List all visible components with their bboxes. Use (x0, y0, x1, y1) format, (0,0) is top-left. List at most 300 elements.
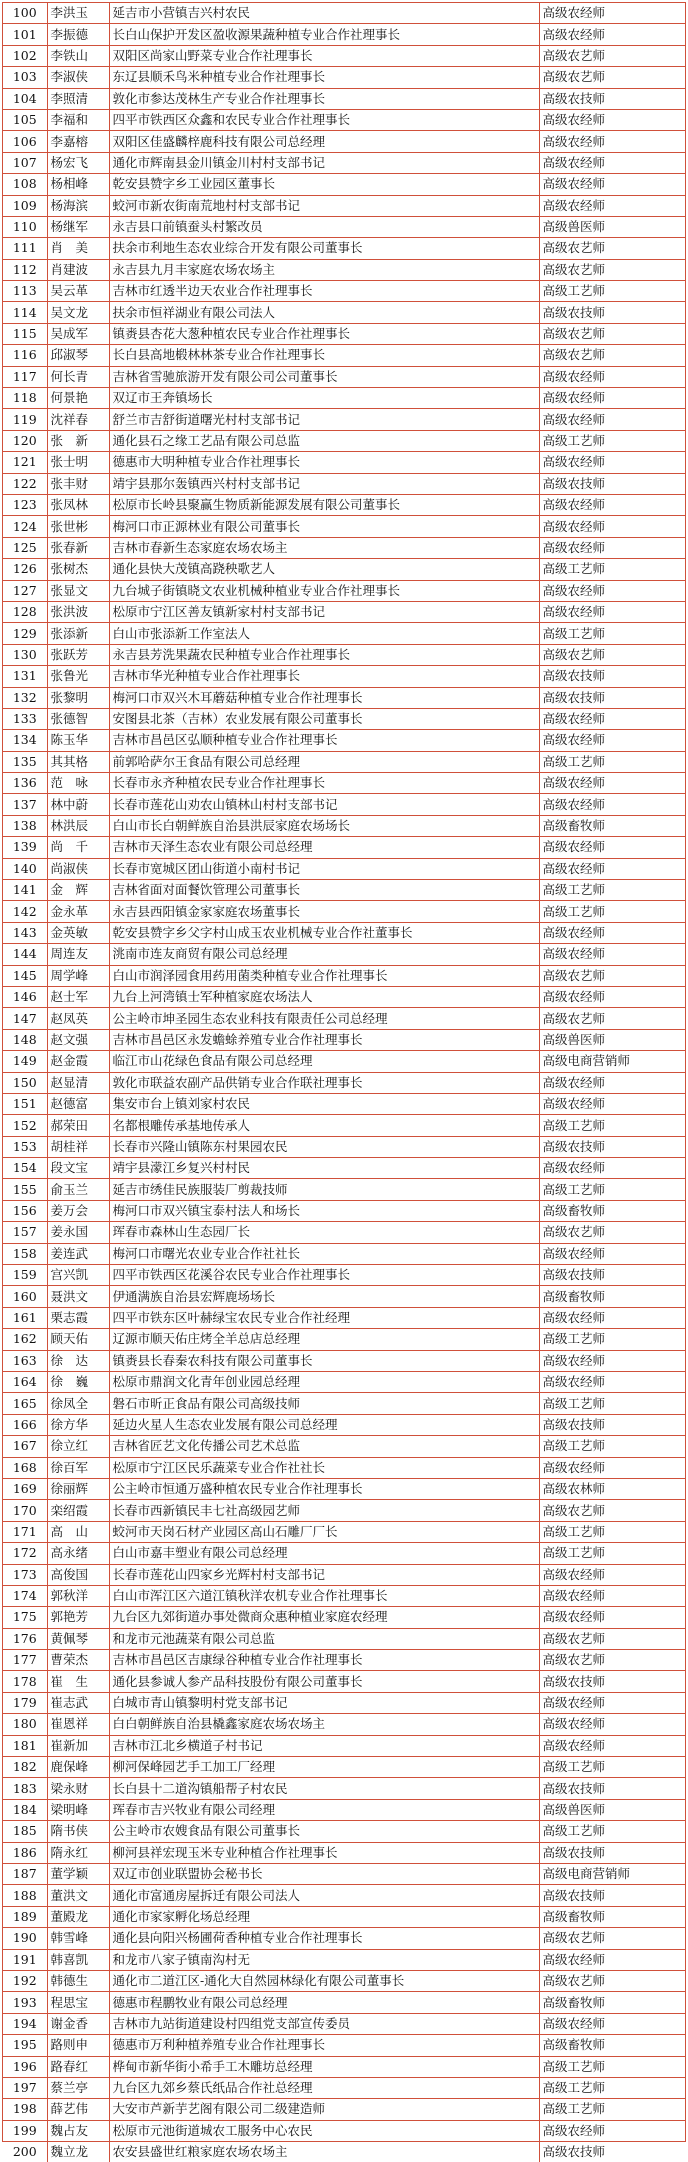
professional-title: 高级农经师 (539, 195, 685, 216)
professional-title: 高级工艺师 (539, 751, 685, 772)
person-name: 金 辉 (47, 880, 109, 901)
professional-title: 高级农艺师 (539, 1008, 685, 1029)
professional-title: 高级畜牧师 (539, 815, 685, 836)
work-unit: 长白山保护开发区盈收源果蔬种植专业合作社理事长 (109, 24, 539, 45)
professional-title: 高级农艺师 (539, 1970, 685, 1991)
person-name: 黄佩琴 (47, 1628, 109, 1649)
work-unit: 双阳区佳盛麟梓鹿科技有限公司总经理 (109, 131, 539, 152)
professional-title: 高级工艺师 (539, 623, 685, 644)
row-number: 195 (3, 2035, 47, 2056)
professional-title: 高级农经师 (539, 773, 685, 794)
work-unit: 吉林省雪驰旅游开发有限公司公司董事长 (109, 366, 539, 387)
work-unit: 永吉县九月丰家庭农场农场主 (109, 259, 539, 280)
professional-title: 高级农经师 (539, 580, 685, 601)
professional-title: 高级农经师 (539, 922, 685, 943)
person-name: 顾天佑 (47, 1329, 109, 1350)
table-row (3, 880, 685, 901)
row-number: 149 (3, 1051, 47, 1072)
professional-title: 高级农经师 (539, 730, 685, 751)
work-unit: 扶余市利地生态农业综合开发有限公司董事长 (109, 238, 539, 259)
person-name: 金永革 (47, 901, 109, 922)
table-row (3, 216, 685, 237)
person-name: 沈祥春 (47, 409, 109, 430)
work-unit: 珲春市吉兴牧业有限公司经理 (109, 1799, 539, 1820)
professional-title: 高级农经师 (539, 858, 685, 879)
row-number: 175 (3, 1607, 47, 1628)
work-unit: 靖宇县濛江乡复兴村村民 (109, 1158, 539, 1179)
person-name: 杨继军 (47, 216, 109, 237)
row-number: 158 (3, 1243, 47, 1264)
professional-title: 高级农艺师 (539, 259, 685, 280)
work-unit: 梅河口市双兴镇宝泰村法人和场长 (109, 1200, 539, 1221)
row-number: 133 (3, 708, 47, 729)
professional-title: 高级农经师 (539, 2013, 685, 2034)
person-name: 李照清 (47, 88, 109, 109)
table-row (3, 901, 685, 922)
table-row (3, 1286, 685, 1307)
professional-title: 高级农艺师 (539, 238, 685, 259)
professional-title: 高级工艺师 (539, 2077, 685, 2098)
professional-title: 高级农经师 (539, 708, 685, 729)
row-number: 125 (3, 537, 47, 558)
table-row (3, 751, 685, 772)
professional-title: 高级农经师 (539, 1714, 685, 1735)
work-unit: 长春市永齐种植农民专业合作社理事长 (109, 773, 539, 794)
table-row (3, 965, 685, 986)
person-name: 金英敏 (47, 922, 109, 943)
row-number: 171 (3, 1521, 47, 1542)
person-name: 张 新 (47, 430, 109, 451)
person-name: 栾绍霞 (47, 1500, 109, 1521)
professional-title: 高级农经师 (539, 837, 685, 858)
row-number: 153 (3, 1136, 47, 1157)
table-row (3, 837, 685, 858)
row-number: 191 (3, 1949, 47, 1970)
person-name: 梁明峰 (47, 1799, 109, 1820)
table-row (3, 281, 685, 302)
table-row (3, 131, 685, 152)
person-name: 赵文强 (47, 1029, 109, 1050)
table-row (3, 1436, 685, 1457)
person-name: 魏占友 (47, 2120, 109, 2141)
professional-title: 高级农经师 (539, 944, 685, 965)
person-name: 吴云革 (47, 281, 109, 302)
row-number: 177 (3, 1650, 47, 1671)
table-row (3, 345, 685, 366)
person-name: 吴文龙 (47, 302, 109, 323)
table-row (3, 794, 685, 815)
person-name: 徐 达 (47, 1350, 109, 1371)
row-number: 106 (3, 131, 47, 152)
table-row (3, 2120, 685, 2141)
professional-title: 高级农经师 (539, 109, 685, 130)
work-unit: 柳河保峰园艺手工加工厂经理 (109, 1757, 539, 1778)
table-row (3, 858, 685, 879)
professional-title: 高级工艺师 (539, 559, 685, 580)
work-unit: 公主岭市恒通万盛种植农民专业合作社理事长 (109, 1478, 539, 1499)
work-unit: 通化市二道江区-通化大自然园林绿化有限公司董事长 (109, 1970, 539, 1991)
work-unit: 延吉市小营镇吉兴村农民 (109, 3, 539, 24)
person-name: 蔡兰亭 (47, 2077, 109, 2098)
row-number: 140 (3, 858, 47, 879)
person-name: 姜永国 (47, 1222, 109, 1243)
work-unit: 农安县盛世红粮家庭农场农场主 (109, 2142, 539, 2162)
professional-title: 高级农艺师 (539, 345, 685, 366)
table-row (3, 1564, 685, 1585)
person-name: 高永绪 (47, 1543, 109, 1564)
professional-title: 高级农技师 (539, 1265, 685, 1286)
work-unit: 德惠市大明种植专业合作社理事长 (109, 452, 539, 473)
person-name: 张显文 (47, 580, 109, 601)
work-unit: 吉林市红透半边天农业合作社理事长 (109, 281, 539, 302)
professional-title: 高级农技师 (539, 473, 685, 494)
work-unit: 长春市兴隆山镇陈东村果园农民 (109, 1136, 539, 1157)
work-unit: 磐石市昕正食品有限公司高级技师 (109, 1393, 539, 1414)
work-unit: 吉林省面对面餐饮管理公司董事长 (109, 880, 539, 901)
professional-title: 高级农技师 (539, 1671, 685, 1692)
table-row (3, 259, 685, 280)
professional-title: 高级农技师 (539, 1842, 685, 1863)
table-row (3, 773, 685, 794)
professional-title: 高级农经师 (539, 24, 685, 45)
professional-title: 高级工艺师 (539, 1115, 685, 1136)
person-name: 张跃芳 (47, 644, 109, 665)
work-unit: 九台城子街镇晓文农业机械种植业专业合作社理事长 (109, 580, 539, 601)
work-unit: 梅河口市正源林业有限公司董事长 (109, 516, 539, 537)
professional-title: 高级畜牧师 (539, 1200, 685, 1221)
professional-title: 高级农经师 (539, 1585, 685, 1606)
professional-title: 高级农经师 (539, 1350, 685, 1371)
table-row (3, 1863, 685, 1884)
work-unit: 通化市家家孵化场总经理 (109, 1906, 539, 1927)
table-row (3, 1136, 685, 1157)
work-unit: 白山市润泽园食用药用菌类种植专业合作社理事长 (109, 965, 539, 986)
row-number: 110 (3, 216, 47, 237)
person-name: 张鲁光 (47, 666, 109, 687)
row-number: 134 (3, 730, 47, 751)
professional-title: 高级工艺师 (539, 1179, 685, 1200)
work-unit: 德惠市万利种植养殖专业合作社理事长 (109, 2035, 539, 2056)
work-unit: 通化县参诚人参产品科技股份有限公司董事长 (109, 1671, 539, 1692)
work-unit: 伊通满族自治县宏辉鹿场场长 (109, 1286, 539, 1307)
table-row (3, 1521, 685, 1542)
work-unit: 安图县北茶（吉林）农业发展有限公司董事长 (109, 708, 539, 729)
table-row (3, 3, 685, 24)
table-row (3, 2056, 685, 2077)
table-row (3, 1222, 685, 1243)
row-number: 187 (3, 1863, 47, 1884)
row-number: 189 (3, 1906, 47, 1927)
person-name: 肖建波 (47, 259, 109, 280)
row-number: 162 (3, 1329, 47, 1350)
table-row (3, 601, 685, 622)
row-number: 124 (3, 516, 47, 537)
work-unit: 蛟河市新农街南荒地村村支部书记 (109, 195, 539, 216)
table-row (3, 1051, 685, 1072)
person-name: 李福和 (47, 109, 109, 130)
row-number: 120 (3, 430, 47, 451)
row-number: 104 (3, 88, 47, 109)
person-name: 张丰财 (47, 473, 109, 494)
professional-title: 高级农经师 (539, 1372, 685, 1393)
work-unit: 吉林市昌邑区永发蟾蜍养殖专业合作社理事长 (109, 1029, 539, 1050)
table-row (3, 1072, 685, 1093)
row-number: 197 (3, 2077, 47, 2098)
professional-title: 高级农经师 (539, 2120, 685, 2141)
row-number: 147 (3, 1008, 47, 1029)
work-unit: 乾安县赞字乡工业园区董事长 (109, 174, 539, 195)
work-unit: 梅河口市双兴木耳蘑菇种植专业合作社理事长 (109, 687, 539, 708)
table-row (3, 323, 685, 344)
work-unit: 前郭哈萨尔王食品有限公司总经理 (109, 751, 539, 772)
person-name: 何景艳 (47, 388, 109, 409)
person-name: 薛艺伟 (47, 2099, 109, 2120)
row-number: 126 (3, 559, 47, 580)
table-row (3, 1928, 685, 1949)
professional-title: 高级农经师 (539, 537, 685, 558)
professional-title: 高级农经师 (539, 131, 685, 152)
person-name: 高 山 (47, 1521, 109, 1542)
row-number: 200 (3, 2142, 47, 2162)
professional-title: 高级工艺师 (539, 1821, 685, 1842)
professional-title: 高级农经师 (539, 601, 685, 622)
person-name: 张黎明 (47, 687, 109, 708)
row-number: 190 (3, 1928, 47, 1949)
table-row (3, 174, 685, 195)
professional-title: 高级农技师 (539, 1778, 685, 1799)
person-name: 张世彬 (47, 516, 109, 537)
person-name: 肖 美 (47, 238, 109, 259)
row-number: 173 (3, 1564, 47, 1585)
row-number: 117 (3, 366, 47, 387)
person-name: 张士明 (47, 452, 109, 473)
table-row (3, 1799, 685, 1820)
person-name: 尚淑侠 (47, 858, 109, 879)
professional-title: 高级农林师 (539, 1478, 685, 1499)
work-unit: 长春市西新镇民丰七社高级园艺师 (109, 1500, 539, 1521)
person-name: 周学峰 (47, 965, 109, 986)
row-number: 178 (3, 1671, 47, 1692)
work-unit: 公主岭市农嫂食品有限公司董事长 (109, 1821, 539, 1842)
table-row (3, 708, 685, 729)
row-number: 165 (3, 1393, 47, 1414)
professional-title: 高级工艺师 (539, 430, 685, 451)
row-number: 131 (3, 666, 47, 687)
table-row (3, 152, 685, 173)
person-name: 崔新加 (47, 1735, 109, 1756)
row-number: 135 (3, 751, 47, 772)
work-unit: 和龙市元池蔬菜有限公司总监 (109, 1628, 539, 1649)
work-unit: 洮南市连友商贸有限公司总经理 (109, 944, 539, 965)
professional-title: 高级农经师 (539, 174, 685, 195)
work-unit: 白白朝鲜族自治县橇鑫家庭农场农场主 (109, 1714, 539, 1735)
row-number: 121 (3, 452, 47, 473)
work-unit: 大安市芦新芋艺阁有限公司二级建造师 (109, 2099, 539, 2120)
row-number: 152 (3, 1115, 47, 1136)
person-name: 范 咏 (47, 773, 109, 794)
roster-table (3, 3, 685, 2162)
person-name: 徐百军 (47, 1457, 109, 1478)
table-row (3, 1543, 685, 1564)
row-number: 100 (3, 3, 47, 24)
work-unit: 珲春市森林山生态园厂长 (109, 1222, 539, 1243)
table-row (3, 1179, 685, 1200)
work-unit: 舒兰市吉舒街道曙光村村支部书记 (109, 409, 539, 430)
row-number: 163 (3, 1350, 47, 1371)
row-number: 105 (3, 109, 47, 130)
row-number: 136 (3, 773, 47, 794)
table-row (3, 388, 685, 409)
person-name: 胡桂祥 (47, 1136, 109, 1157)
row-number: 129 (3, 623, 47, 644)
person-name: 邱淑琴 (47, 345, 109, 366)
work-unit: 通化市富通房屋拆迁有限公司法人 (109, 1885, 539, 1906)
work-unit: 松原市鼎润文化青年创业园总经理 (109, 1372, 539, 1393)
work-unit: 松原市宁江区善友镇新家村村支部书记 (109, 601, 539, 622)
table-row (3, 922, 685, 943)
work-unit: 通化县快大茂镇高跷秧歌艺人 (109, 559, 539, 580)
table-row (3, 1906, 685, 1927)
work-unit: 永吉县西阳镇金家家庭农场董事长 (109, 901, 539, 922)
table-row (3, 687, 685, 708)
work-unit: 吉林市九站街道建设村四组党支部宣传委员 (109, 2013, 539, 2034)
person-name: 韩喜凯 (47, 1949, 109, 1970)
row-number: 151 (3, 1093, 47, 1114)
row-number: 176 (3, 1628, 47, 1649)
person-name: 俞玉兰 (47, 1179, 109, 1200)
person-name: 张洪波 (47, 601, 109, 622)
person-name: 郭艳芳 (47, 1607, 109, 1628)
table-row (3, 1735, 685, 1756)
table-row (3, 1692, 685, 1713)
table-row (3, 24, 685, 45)
row-number: 118 (3, 388, 47, 409)
professional-title: 高级农经师 (539, 366, 685, 387)
professional-title: 高级农经师 (539, 152, 685, 173)
table-row (3, 1778, 685, 1799)
person-name: 赵德富 (47, 1093, 109, 1114)
professional-title: 高级农技师 (539, 88, 685, 109)
row-number: 127 (3, 580, 47, 601)
professional-title: 高级农经师 (539, 1735, 685, 1756)
person-name: 李淑侠 (47, 67, 109, 88)
person-name: 杨相峰 (47, 174, 109, 195)
table-row (3, 1372, 685, 1393)
row-number: 194 (3, 2013, 47, 2034)
professional-title: 高级农经师 (539, 3, 685, 24)
row-number: 185 (3, 1821, 47, 1842)
professional-title: 高级农技师 (539, 302, 685, 323)
row-number: 142 (3, 901, 47, 922)
work-unit: 吉林市昌邑区弘顺种植专业合作社理事长 (109, 730, 539, 751)
row-number: 182 (3, 1757, 47, 1778)
person-name: 陈玉华 (47, 730, 109, 751)
work-unit: 吉林市春新生态家庭农场农场主 (109, 537, 539, 558)
professional-title: 高级农技师 (539, 1885, 685, 1906)
person-name: 赵显清 (47, 1072, 109, 1093)
work-unit: 四平市铁西区众鑫和农民专业合作社理事长 (109, 109, 539, 130)
row-number: 168 (3, 1457, 47, 1478)
table-row (3, 1158, 685, 1179)
row-number: 198 (3, 2099, 47, 2120)
professional-title: 高级农艺师 (539, 1650, 685, 1671)
row-number: 188 (3, 1885, 47, 1906)
table-row (3, 1200, 685, 1221)
work-unit: 永吉县芳洗果蔬农民种植专业合作社理事长 (109, 644, 539, 665)
person-name: 徐方华 (47, 1414, 109, 1435)
person-name: 何长青 (47, 366, 109, 387)
work-unit: 松原市宁江区民乐蔬菜专业合作社社长 (109, 1457, 539, 1478)
work-unit: 德惠市程鹏牧业有限公司总经理 (109, 1992, 539, 2013)
table-row (3, 1307, 685, 1328)
work-unit: 桦甸市新华街小希手工木雕坊总经理 (109, 2056, 539, 2077)
person-name: 郭秋洋 (47, 1585, 109, 1606)
work-unit: 延吉市绣佳民族服装厂剪裁技师 (109, 1179, 539, 1200)
person-name: 谢金香 (47, 2013, 109, 2034)
row-number: 186 (3, 1842, 47, 1863)
work-unit: 长春市莲花山劝农山镇林山村村支部书记 (109, 794, 539, 815)
row-number: 150 (3, 1072, 47, 1093)
work-unit: 集安市台上镇刘家村农民 (109, 1093, 539, 1114)
professional-title: 高级兽医师 (539, 1799, 685, 1820)
person-name: 程思宝 (47, 1992, 109, 2013)
row-number: 115 (3, 323, 47, 344)
work-unit: 永吉县口前镇蚕头村繁改员 (109, 216, 539, 237)
person-name: 李洪玉 (47, 3, 109, 24)
table-row (3, 302, 685, 323)
work-unit: 白山市长白朝鲜族自治县洪辰家庭农场场长 (109, 815, 539, 836)
person-name: 曹荣杰 (47, 1650, 109, 1671)
row-number: 113 (3, 281, 47, 302)
table-row (3, 1265, 685, 1286)
table-row (3, 1757, 685, 1778)
person-name: 韩德生 (47, 1970, 109, 1991)
work-unit: 四平市铁西区花溪谷农民专业合作社理事长 (109, 1265, 539, 1286)
table-row (3, 1329, 685, 1350)
professional-title: 高级农艺师 (539, 45, 685, 66)
row-number: 156 (3, 1200, 47, 1221)
row-number: 122 (3, 473, 47, 494)
row-number: 183 (3, 1778, 47, 1799)
professional-title: 高级农艺师 (539, 67, 685, 88)
row-number: 146 (3, 986, 47, 1007)
person-name: 赵金霞 (47, 1051, 109, 1072)
row-number: 101 (3, 24, 47, 45)
work-unit: 长春市莲花山四家乡光辉村村支部书记 (109, 1564, 539, 1585)
table-row (3, 494, 685, 515)
professional-title: 高级畜牧师 (539, 2035, 685, 2056)
professional-title: 高级农经师 (539, 1564, 685, 1585)
table-row (3, 516, 685, 537)
person-name: 林中蔚 (47, 794, 109, 815)
table-row (3, 1949, 685, 1970)
person-name: 路春红 (47, 2056, 109, 2077)
professional-title: 高级农经师 (539, 1457, 685, 1478)
row-number: 148 (3, 1029, 47, 1050)
person-name: 赵士军 (47, 986, 109, 1007)
table-row (3, 1671, 685, 1692)
row-number: 102 (3, 45, 47, 66)
row-number: 128 (3, 601, 47, 622)
row-number: 123 (3, 494, 47, 515)
row-number: 112 (3, 259, 47, 280)
professional-title: 高级农经师 (539, 1093, 685, 1114)
row-number: 169 (3, 1478, 47, 1499)
professional-title: 高级畜牧师 (539, 1992, 685, 2013)
table-row (3, 195, 685, 216)
work-unit: 名都根雕传承基地传承人 (109, 1115, 539, 1136)
professional-title: 高级农艺师 (539, 1628, 685, 1649)
